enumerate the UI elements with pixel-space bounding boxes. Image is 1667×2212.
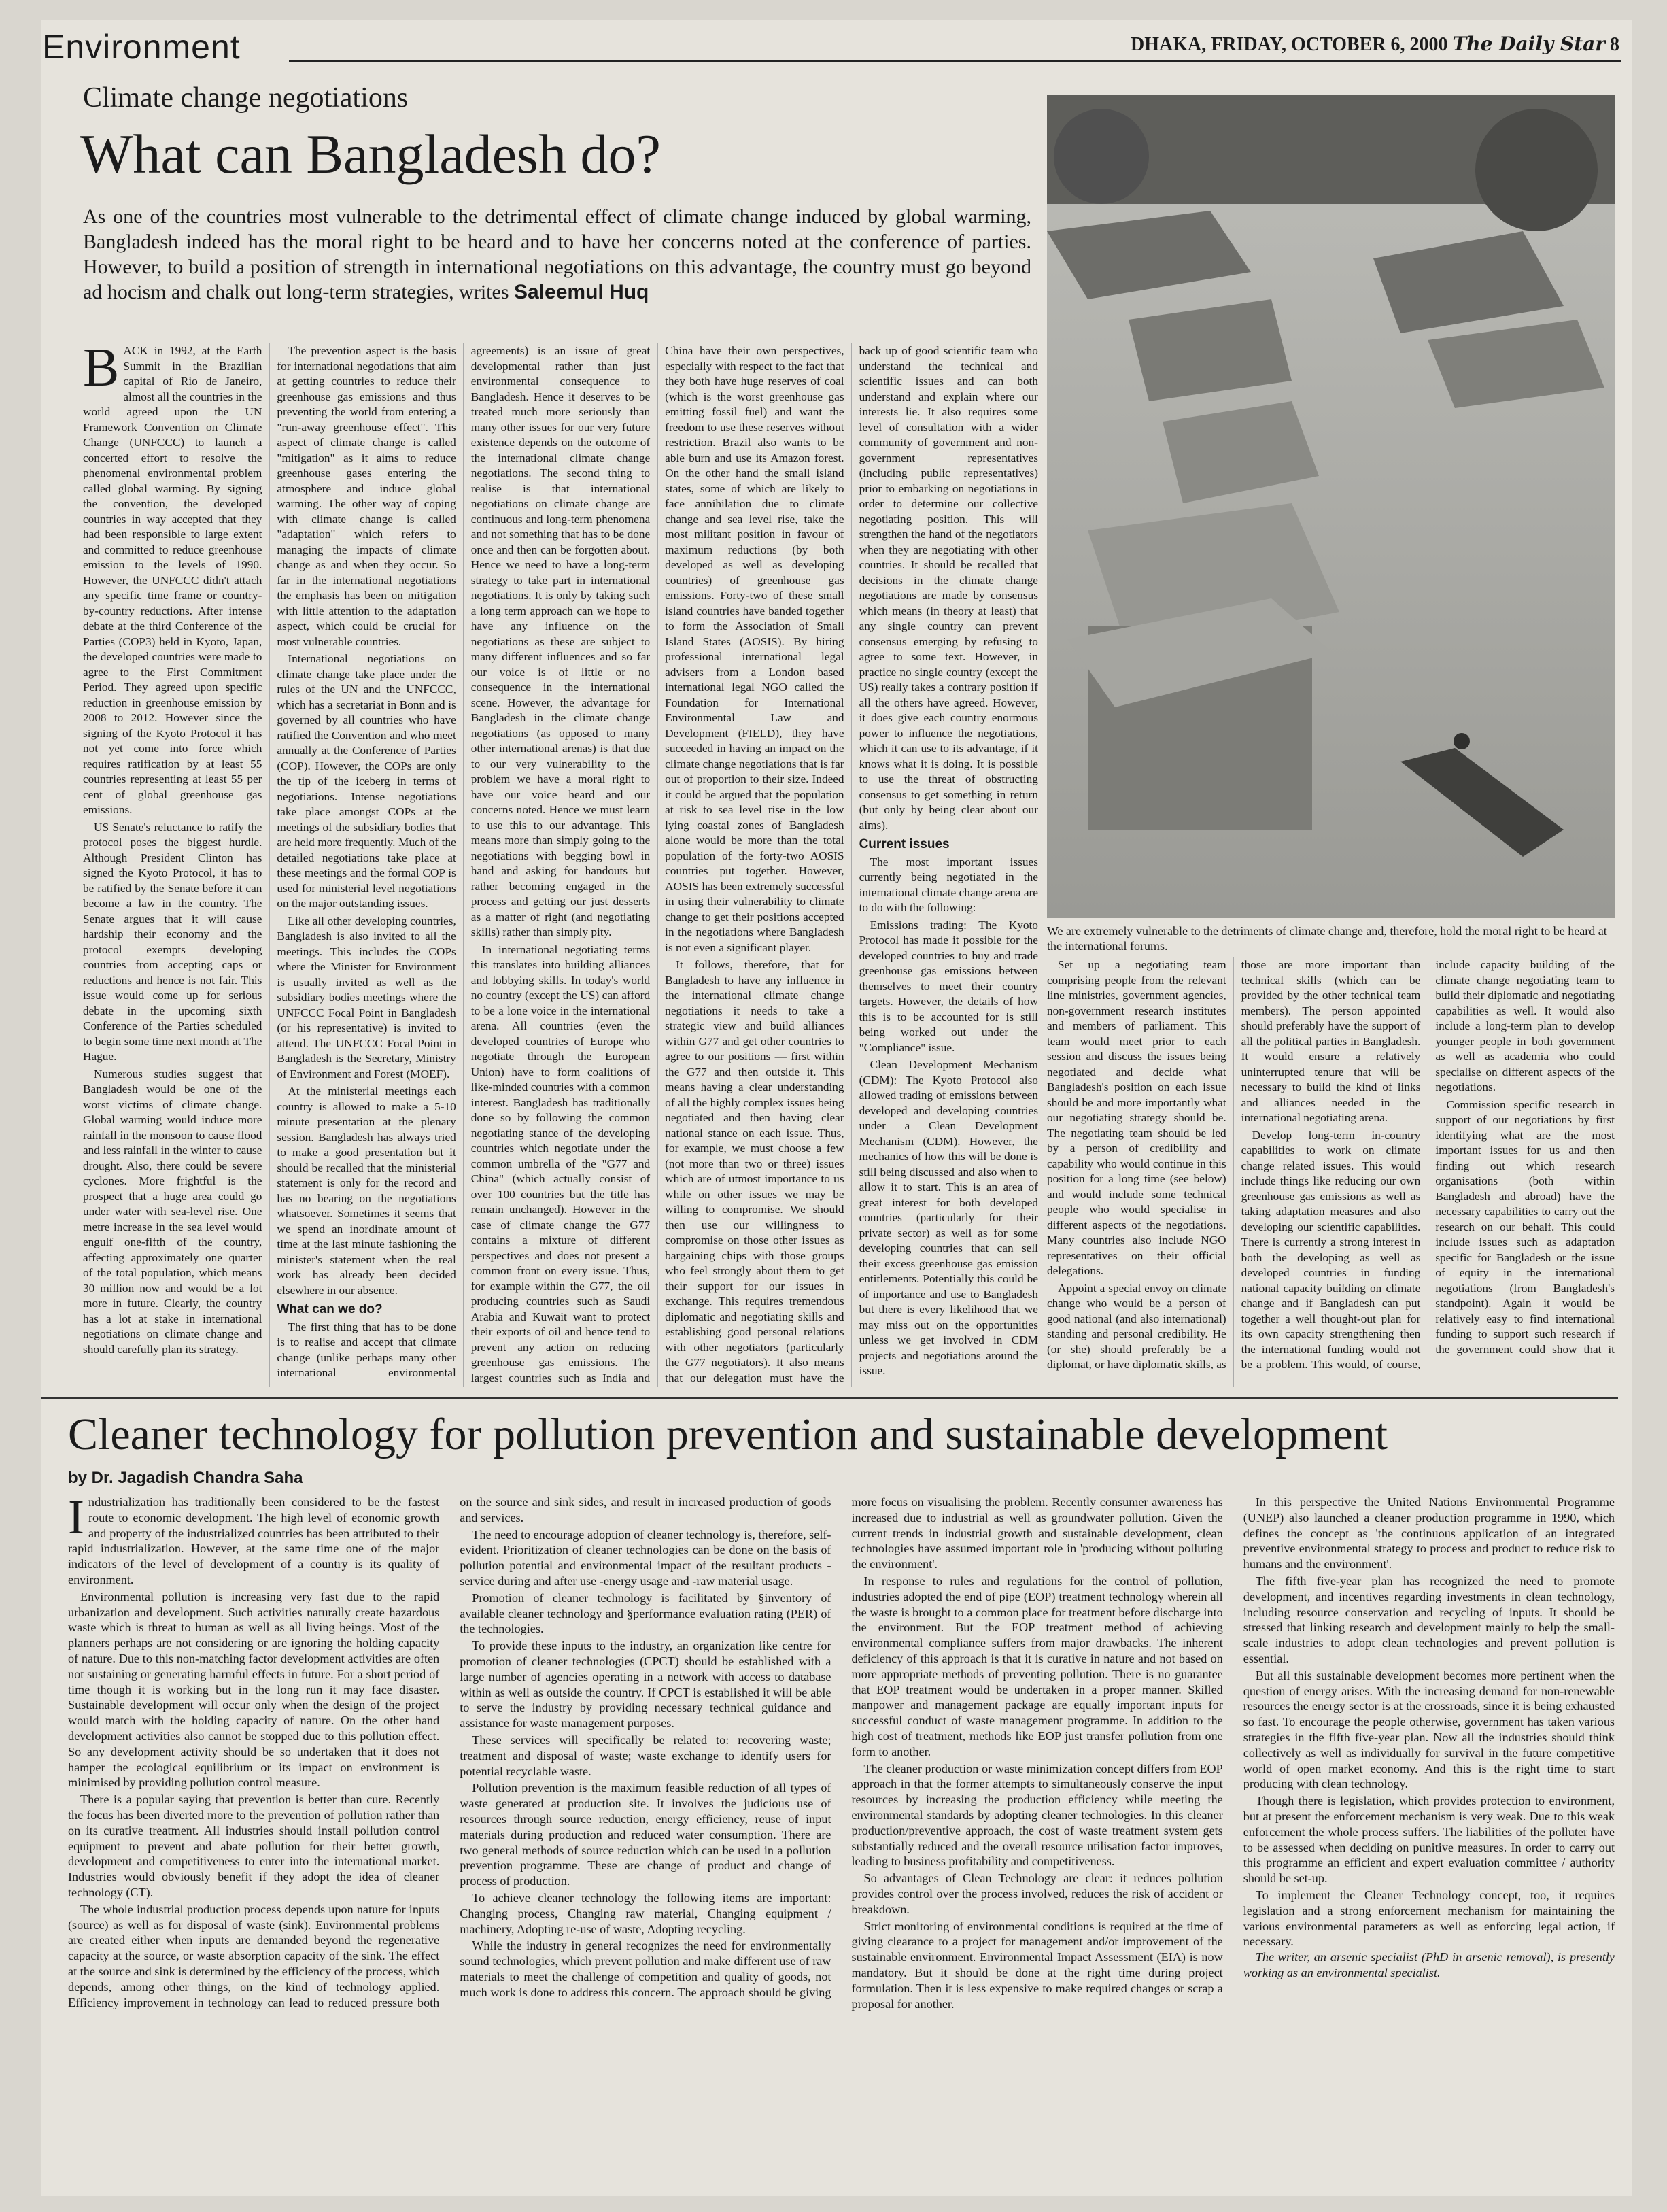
paragraph: There is a popular saying that prevention is better than cure. Recently the focus has been diverted more to the prevention of pollution rather than on its curative treatment. All industries should install pollution control equipment to prevent and abate pollution for their better growth, development and competitiveness to enter into the international market. Industries would obviously benefit if they adopt the idea of cleaner technology (CT). — [68, 1792, 440, 1899]
photo-flooded-village — [1047, 95, 1615, 918]
masthead-rule — [289, 60, 1621, 62]
paragraph: To achieve cleaner technology the following items are important: Changing process, Changing raw material, Changing equipment / machinery, Adopting re-use of waste, Adopting recycling. — [460, 1890, 831, 1936]
subhead-current-issues: Current issues — [859, 837, 950, 851]
lead-article-continued — [1047, 957, 1615, 1387]
first-paragraph-text: ACK in 1992, at the Earth Summit in the Brazilian capital of Rio de Janeiro, almost all the countries in the world agreed upon the UN Framework Convention on Climate Change (UNFCCC) to launch a concerted effort to resolve the phenomenal environmental problem called global warming. By signing the convention, the developed countries in way accepted that they had been responsible to large extent and committed to reduce greenhouse emission to the levels of 1990. However, the UNFCCC didn't attach any specific time frame or country-by-country reductions. After intense debate at the third Conference of the Parties (COP3) held in Kyoto, Japan, the developed countries were made to agree to the First Commitment Period. They agreed upon specific reduction in greenhouse emission by 2008 to 2012. However since the signing of the Kyoto Protocol it has not yet come into force which requires ratification by at least 55 countries representing at least 55 per cent of global greenhouse gas emissions. — [83, 344, 262, 816]
tree — [1475, 109, 1598, 231]
tree — [1054, 109, 1149, 204]
paragraph: Commission specific research in support of our negotiations by first identifying what are the most important issues for us and then finding out which research organisations (both within Bangladesh and abroad) have the necessary capabilities to carry out the research on our behalf. This could include issues such as adaptation specific for Bangladesh or the issue of equity in the international negotiations (from Bangladesh's standpoint). Again it would be relatively easy to find international funding to support such research if the government could show that it — [1435, 1098, 1615, 1356]
photo-caption: We are extremely vulnerable to the detriments of climate change and, therefore, hold the moral right to be heard at the international forums. — [1047, 924, 1607, 953]
paragraph: The first thing that has to be done is to realise and accept that climate change (unlike perhaps many other international environmental agreements) is an issue of great developmental rather than just environmental consequence to Bangladesh. Hence it deserves to be treated much more seriously than many other issues for our very future existence depends on the outcome of the international climate change negotiations. The second thing to realise is that international negotiations on climate change are continuous and long-term phenomena and not something that has to be done once and then can be forgotten about. Hence we need to have a long-term strategy to take part in international negotiations. It is only by taking such a long term approach can we hope to have any influence on the negotiations as these are subject to many different influences and so far our voice is of little or no consequence in the international scene. However, the advantage for Bangladesh in the climate change negotiations (as opposed to many other international arenas) is that due to our very vulnerability to the problem we have a moral right to have our voice heard and our concerns noted. Hence we must learn to use this to our advantage. This means more than simply going to the negotiations with begging bowl in hand and asking for handouts but rather becoming engaged in the process and getting our just desserts as a matter of right (and negotiating skills) rather than simply pity. — [277, 344, 651, 1379]
second-headline: Cleaner technology for pollution prevention and sustainable development — [68, 1410, 1388, 1459]
paragraph: So advantages of Clean Technology are clear: it reduces pollution provides control over the process involved, reduces the risk of accident or breakdown. — [851, 1871, 1223, 1916]
paragraph: But all this sustainable development becomes more pertinent when the question of energy arises. With the increasing demand for non-renewable resources the energy sector is at the crossroads, since it is being exhausted so fast. To encourage the people otherwise, government has taken various strategies in the fifth five-year plan. Now all the industries should think collectively as well as individually for survival in the future competitive world of open market economy. And this is the right time to start producing with clean technology. — [1243, 1668, 1615, 1791]
section-rule — [41, 1397, 1618, 1399]
headline: What can Bangladesh do? — [80, 123, 661, 185]
first-paragraph-text: ndustrialization has traditionally been considered to be the fastest route to economic development. The high level of economic growth and property of the industrialized countries has been attributed to their rapid industrialization. However, at the same time one of the major indicators of the level of development of a country is its quality of environment. — [68, 1495, 440, 1586]
paragraph: In this perspective the United Nations Environmental Programme (UNEP) also launched a cleaner production programme in 1990, which defines the concept as 'the continuous application of an integrated preventive environmental strategy to process and product to reduce risk to humans and the environment'. — [1243, 1495, 1615, 1571]
paragraph: Clean Development Mechanism (CDM): The Kyoto Protocol also allowed trading of emissions between developed and developing countries under a Clean Development Mechanism (CDM). However, the mechanics of how this will be done is still being discussed and also when to allow it to start. This is an area of great interest for both developed countries (particularly for their private sector) as well as for some developing countries that can sell their excess greenhouse gas emission entitlements. Potentially this could be of importance and use to Bangladesh but there is every likelihood that we may miss out on the opportunities unless we get involved in CDM projects and negotiations around the issue. — [859, 1058, 1038, 1377]
paragraph: The prevention aspect is the basis for international negotiations that aim at getting countries to reduce their greenhouse gas emissions and thus preventing the world from entering a "run-away greenhouse effect". This aspect of climate change is called "mitigation" as it aims to reduce greenhouse gases entering the atmosphere and induce global warming. The other way of coping with climate change is called "adaptation" which refers to managing the impacts of climate change as and when they occur. So far in the international negotiations the emphasis has been on mitigation with little attention to the adaptation aspect, which could be crucial for most vulnerable countries. — [277, 344, 456, 648]
paragraph: Pollution prevention is the maximum feasible reduction of all types of waste generated at production site. It involves the judicious use of resources through source reduction, energy efficiency, reuse of input materials during production and reduced water consumption. There are two general methods of source reduction which can be used in a pollution prevention programme. These are change of product and change of process of production. — [460, 1781, 831, 1888]
dropcap: I — [68, 1495, 84, 1544]
paragraph: US Senate's reluctance to ratify the protocol poses the biggest hurdle. Although President Clinton has signed the Kyoto Protocol, it has to be ratified by the Senate before it can become a law in the country. The Senate argues that it will cause hardship their economy and the protocol exempts developing countries from accepting caps or reductions and hence is not fair. This issue would come up for serious debate in the upcoming sixth Conference of the Parties scheduled to begin some time next month at The Hague. — [83, 820, 262, 1063]
paragraph: These services will specifically be related to: recovering waste; treatment and disposal of waste; waste exchange to identify users for potential recyclable waste. — [460, 1733, 831, 1778]
dateline — [1131, 33, 1619, 56]
standfirst-text: As one of the countries most vulnerable to the detrimental effect of climate change induced by global warming, Bangladesh indeed has the moral right to be heard and to have her concerns noted at the conference of parties. However, to build a position of strength in international negotiations on this advantage, the country must go beyond ad hocism and chalk out long-term strategies, writes — [83, 205, 1031, 303]
kicker: Climate change negotiations — [83, 82, 409, 114]
paragraph: In international negotiating terms this translates into building alliances and lobbying skills. In today's world no country (except the US) can afford to be a lone voice in the international arena. All countries (even the developed countries of Europe who negotiate through the European Union) have to form coalitions of like-minded countries with a common interest. Bangladesh has traditionally done so by following the common negotiating stance of the developing countries which negotiate under the common umbrella of the "G77 and China" (which actually consist of over 100 countries but the title has remain unchanged). However in the case of climate change the G77 contains a mixture of different perspectives and does not present a common front on every issue. Thus, for example within the G77, the oil producing countries such as Saudi Arabia and Kuwait want to protect their exports of oil and hence tend to prevent any action on reducing greenhouse gas emissions. The largest countries such as India and China have their own perspectives, especially with respect to the fact that they both have huge reserves of coal (which is the worst greenhouse gas emitting fossil fuel) and want the freedom to use these reserves without restriction. Brazil also wants to be able burn and use its Amazon forest. On the other hand the small island states, some of which are likely to face annihilation due to climate change and sea level rise, take the most militant position in favour of maximum reductions (by both developed as well as developing countries) of greenhouse gas emissions. Forty-two of these small island countries have banded together to form the Association of Small Island States (AOSIS). By hiring professional international legal advisers from a London based international legal NGO called the Foundation for International Environmental Law and Development (FIELD), they have succeeded in having an impact on the climate change negotiations that is far out of proportion to their size. Indeed it could be argued that the population at risk to sea level rise in the low lying coastal zones of Bangladesh alone would be more than the total population of the forty-two AOSIS countries put together. However, AOSIS has been extremely successful in using their vulnerability to climate change to get their positions accepted in the negotiations where Bangladesh is not even a significant player. — [470, 344, 844, 1384]
second-first-paragraph — [68, 1495, 439, 1588]
paragraph: The most important issues currently being negotiated in the international climate change arena are to do with the following: — [859, 855, 1038, 914]
paragraph: The whole industrial production process depends upon nature for inputs (source) as well as for disposal of waste (sink). Environmental problems are created either when inputs are demanded beyond the regenerative capacity at the source, or waste absorption capacity of the sink. The effect at the source and sink is determined by the efficiency of the process, which depends, among other things, on the kind of technology applied. Efficiency improvement in technology can lead to reduced pressure both on the source and sink sides, and result in increased production of goods and services. — [68, 1495, 831, 2009]
paragraph: The cleaner production or waste minimization concept differs from EOP approach in that the former attempts to simultaneously conserve the input resources by increasing the production efficiency while meeting the environmental standards by adopting cleaner technologies. In this cleaner production/preventive approach, the cost of waste treatment system gets substantially reduced and the overall resource utilisation factor improves, leading to business profitability and competitiveness. — [851, 1761, 1223, 1869]
paragraph: While the industry in general recognizes the need for environmentally sound technologies, which prevent pollution and make different use of raw materials to meet the challenge of competition and quality of goods, not much work is done to address this concern. The approach should be giving more focus on visualising the problem. Recently consumer awareness has increased due to industrial as well as groundwater pollution. Given the current trends in industrial growth and sustainable development, clean technologies have assumed important role in 'producing without polluting the environment'. — [460, 1495, 1223, 1999]
second-byline: by Dr. Jagadish Chandra Saha — [68, 1469, 303, 1487]
paragraph: In response to rules and regulations for the control of pollution, industries adopted the end of pipe (EOP) treatment technology wherein all the waste is brought to a common place for treatment before discharge into the environment. But the EOP treatment method of achieving environmental compliance suffers from major drawbacks. The inherent deficiency of this approach is that it is curative in nature and not based on more appropriate methods of preventing pollution. There is no guarantee that EOP treatment would be undertaken in a proper manner. Skilled manpower and management package are equally important inputs for successful conduct of waste management programme. In addition to the high cost of treatment, methods like EOP just transfer pollution from one form to another. — [851, 1573, 1223, 1758]
second-author-bio: The writer, an arsenic specialist (PhD in arsenic removal), is presently working as an environmental specialist. — [1243, 1950, 1615, 1979]
paragraph: Set up a negotiating team comprising people from the relevant line ministries, government agencies, non-government research institutes and members of parliament. This team would meet prior to each session and discuss the issues being negotiated and decide what Bangladesh's position on each issue should be and more importantly what our negotiating strategy should be. The negotiating team should be led by a person of credibility and capability who would continue in this position for a long time (see below) and would include some technical people who would specialise in different aspects of the negotiations. Many countries also include NGO representatives on their official delegations. — [1047, 958, 1226, 1277]
paragraph: Strict monitoring of environmental conditions is required at the time of giving clearance to a project for management and/or improvement of the sustainable environment. Environmental Impact Assessment (EIA) is now mandatory. But it should be done at the right time during project formulation. Then it is less expensive to make required changes or scrap a proposal for another. — [851, 1919, 1223, 2011]
paragraph: Environmental pollution is increasing very fast due to the rapid urbanization and development. Such activities naturally create hazardous waste which is threat to human as well as all living beings. Most of the planners perhaps are not considering or are ignoring the holding capacity of nature. Due to this non-matching factor development activities are often not sustaining or generating harmful effects in future. For a short period of time though it is working but in the long run it may face disaster. Sustainable development will occur only when the design of the project would match with the holding capacity of nature. On the other hand development activities also cannot be stopped due to this pollution effect. So any development activity should be so undertaken that it does not hamper the ecological equilibrium or its impact on environment is minimised by providing pollution control measure. — [68, 1589, 440, 1790]
page-number: 8 — [1610, 34, 1619, 55]
lead-first-paragraph — [83, 343, 262, 818]
photo-illustration — [1047, 95, 1615, 918]
section-name: Environment — [42, 28, 241, 66]
paragraph: Emissions trading: The Kyoto Protocol has made it possible for the developed countries to buy and trade greenhouse gas emissions between themselves to meet their country targets. However, the details of how this is to be accounted for is still being worked out under the "Compliance" issue. — [859, 918, 1038, 1054]
paper-logo: The Daily Star — [1452, 33, 1605, 55]
boatman — [1454, 733, 1470, 749]
second-article-body — [68, 1495, 1615, 2144]
paragraph: The need to encourage adoption of cleaner technology is, therefore, self-evident. Prioritization of cleaner technologies can be done on the basis of pollution potential and environmental impact of the resultant products -service during and after use -energy usage and -raw material usage. — [460, 1527, 831, 1588]
lead-article-body — [83, 343, 1038, 1387]
standfirst — [83, 204, 1031, 305]
paragraph: Develop long-term in-country capabilities to work on climate change related issues. This would include things like reducing our own greenhouse gas emissions as well as taking adaptation measures and also developing our scientific capabilities. There is currently a strong interest in both the developing as well as developed countries in funding national capacity building on climate change and if Bangladesh can put together a well thought-out plan for its own capacity strengthening then the international funding would not be a problem. This would, of course, include capacity building of the climate change negotiating team to build their diplomatic and negotiating capabilities as well. It would also include a long-term plan to develop younger people in both government as well as academia who could specialise on different aspects of the negotiations. — [1241, 958, 1615, 1371]
paragraph: Like all other developing countries, Bangladesh is also invited to all the meetings. This includes the COPs where the Minister for Environment is usually invited as well as the subsidiary bodies meetings where the UNFCCC Focal Point in Bangladesh (or his representative) is invited to attend. The UNFCCC Focal Point in Bangladesh is the Secretary, Ministry of Environment and Forest (MOEF). — [277, 914, 456, 1081]
paragraph: At the ministerial meetings each country is allowed to make a 5-10 minute presentation at the plenary session. Bangladesh has always tried to make a good presentation but it should be recalled that the ministerial statement is only for the record and has no bearing on the negotiations whatsoever. Sometimes it seems that we spend an inordinate amount of time at the last minute fashioning the minister's statement when the real work has already been decided elsewhere in our absence. — [277, 1085, 456, 1297]
paragraph: Appoint a special envoy on climate change who would be a person of good national (and also international) standing and personal credibility. He (or she) should preferably be a diplomat, or have diplomatic skills, as those are more important than technical skills (which can be provided by the other technical team members). The person appointed should preferably have the support of all the political parties in Bangladesh. It would ensure a relatively uninterrupted tenure that will be necessary to build the kind of links and alliances needed in the international negotiating arena. — [1047, 958, 1421, 1371]
paragraph: The fifth five-year plan has recognized the need to promote development, and incentives regarding investments in clean technology, including resource conservation and recycling of inputs. It should be stressed that linking research and development mainly to help the small-scale industries to adopt clean technologies and prevent pollution is essential. — [1243, 1573, 1615, 1665]
paragraph-group-right — [1047, 957, 1615, 1387]
paragraph: Promotion of cleaner technology is facilitated by §inventory of available cleaner technology and §performance evaluation rating (PER) of the technologies. — [460, 1590, 831, 1636]
paragraph: Though there is legislation, which provides protection to environment, but at present the enforcement mechanism is very weak. Due to this weak enforcement the whole process suffers. The liabilities of the polluter have to be assessed when deciding on punitive measures. In order to carry out this programme an efficient and expert evaluation committee / authority should be set-up. — [1243, 1794, 1615, 1886]
byline: Saleemul Huq — [514, 281, 649, 303]
paragraph: To provide these inputs to the industry, an organization like centre for promotion of cleaner technologies (CPCT) should be established with a large number of agencies operating in a network with access to database within as well as outside the country. If CPCT is established it will be able to serve the industry by providing necessary technical guidance and assistance for waste management purposes. — [460, 1639, 831, 1731]
paragraph: It follows, therefore, that for Bangladesh to have any influence in the international climate change negotiations it needs to take a strategic view and build alliances within G77 and get other countries to agree to our positions — first within the G77 and then outside it. This means having a clear understanding of all the highly complex issues being negotiated and then having clear national stance on each issue. Thus, for example, we must choose a few (not more than two or three) issues which are of utmost importance to us while on other issues we may be willing to compromise. We should then use our willingness to compromise on those other issues as bargaining chips with those groups who feel strongly about them to get their support for our issues in exchange. This requires tremendous diplomatic and negotiating skills and establishing good personal relations with other negotiators (particularly the G77 negotiators). It also means that our delegation must have the back up of good scientific team who understand the technical and scientific issues and can both understand and explain where our interests lie. It also requires some level of consultation with a wider community of government and non-government representatives (including public representatives) prior to embarking on negotiations in order to determine our collective negotiating position. This will strengthen the hand of the negotiators when they are negotiating with other countries. It should be recalled that decisions in the climate change negotiations are made by consensus which means (in theory at least) that any single country can prevent consensus emerging by refusing to agree to some text. However, in practice no single country (except the US) really takes a contrary position if all the others have agreed. However, it does give each country enormous power to influence the negotiations, which it can use to its advantage, if it knows what it is doing. It is possible to use the threat of obstructing consensus to get something in return (but only by being clear about our aims). — [665, 344, 1038, 1384]
subhead-what-can-we-do: What can we do? — [277, 1302, 383, 1316]
paragraph: Numerous studies suggest that Bangladesh would be one of the worst victims of climate change. Global warming would induce more rainfall in the monsoon to cause flood and less rainfall in the winter to cause drought. Also, there could be severe cyclones. More frightful is the prospect that a huge area could go under water with sea-level rise. One metre increase in the sea level would engulf one-fifth of the country, affecting approximately one quarter of the total population, which means 30 million now and would be a lot more in future. Clearly, the country has a lot at stake in international negotiations on climate change and should carefully plan its strategy. — [83, 1067, 262, 1356]
paragraph: International negotiations on climate change take place under the rules of the UN and the UNFCCC, which has a secretariat in Bonn and is governed by all countries who have ratified the Convention and who meet annually at the Conference of Parties (COP). However, the COPs are only the tip of the iceberg in terms of negotiations. Intense negotiations take place amongst COPs at the meetings of the subsidiary bodies that are held more frequently. Much of the detailed negotiations take place at these meetings and the formal COP is used for ministerial level negotiations on the major outstanding issues. — [277, 652, 456, 910]
dateline-text: DHAKA, FRIDAY, OCTOBER 6, 2000 — [1130, 34, 1448, 55]
dropcap: B — [83, 343, 120, 398]
paragraph: To implement the Cleaner Technology concept, too, it requires legislation and a strong enforcement mechanism for maintaining the various environmental parameters as well as enforcing legal action, if necessary. — [1243, 1888, 1615, 1949]
